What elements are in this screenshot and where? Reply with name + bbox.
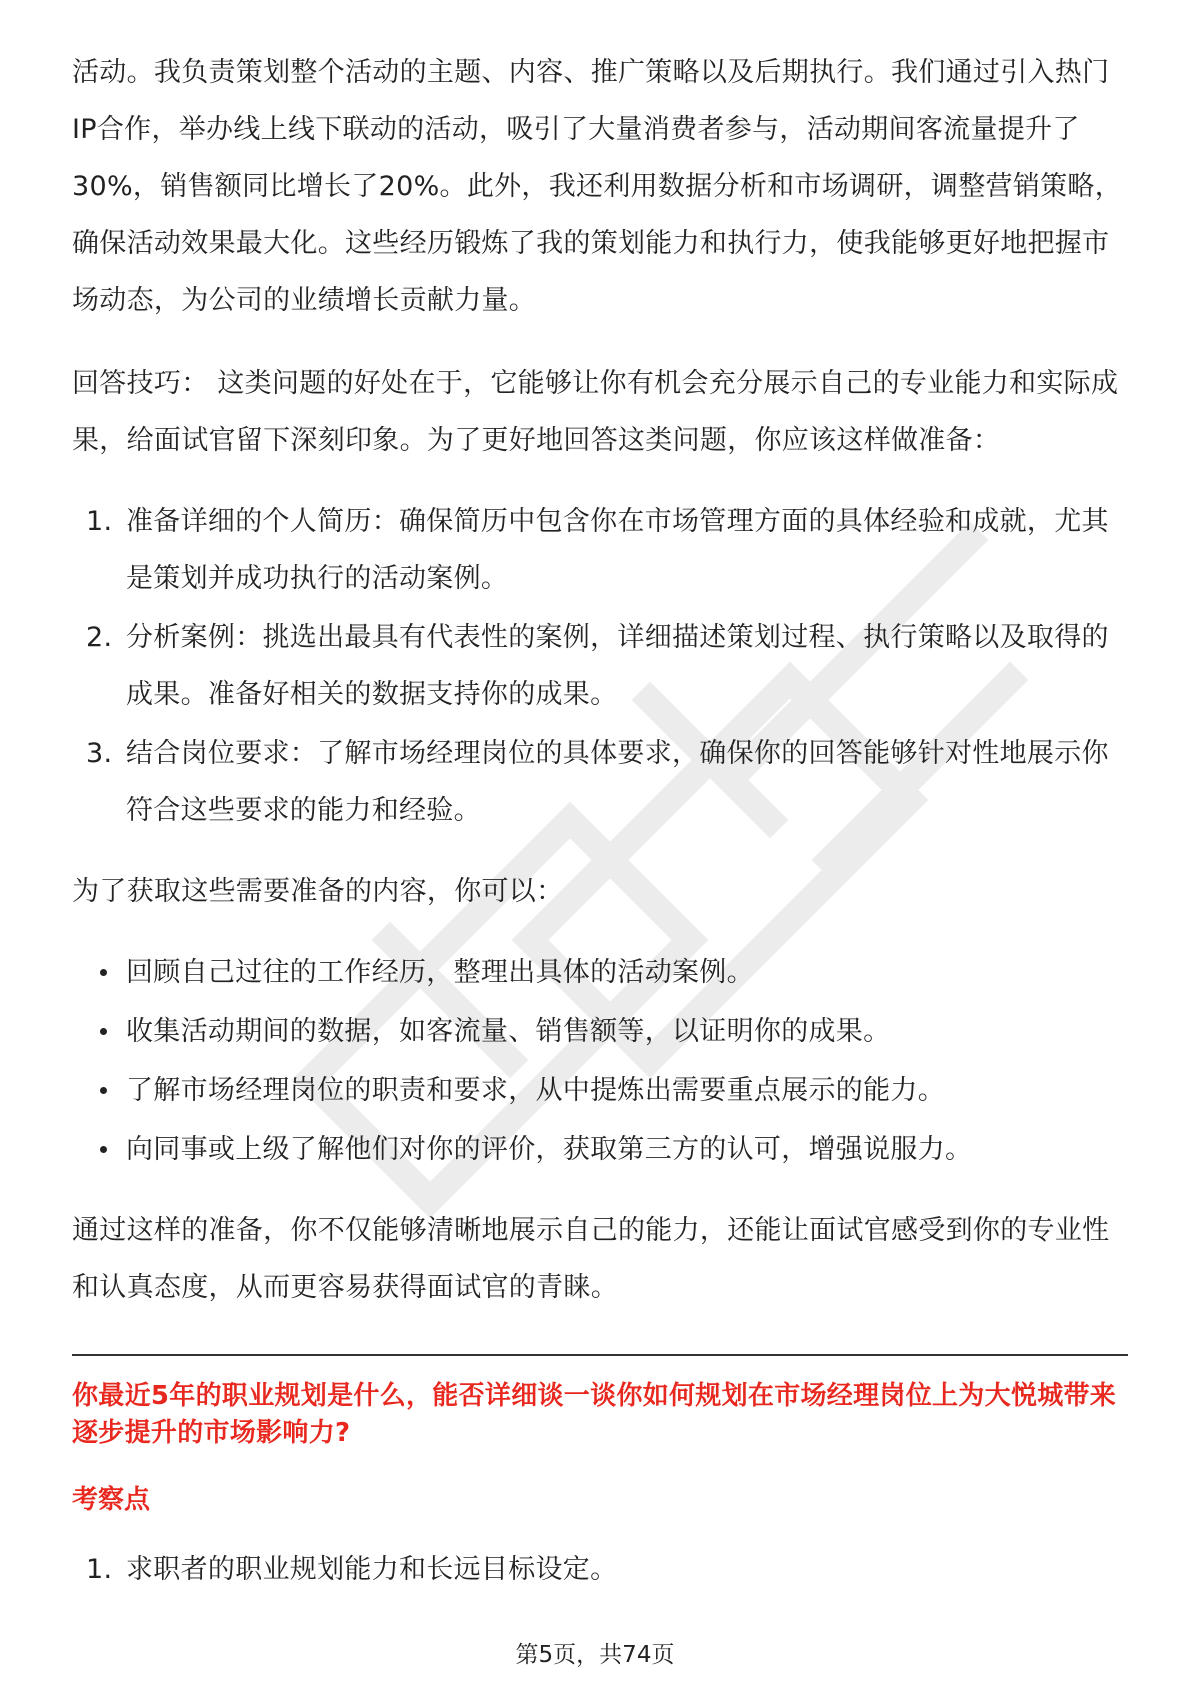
bullet-icon: [100, 1028, 107, 1035]
list-item-text: 求职者的职业规划能力和长远目标设定。: [126, 1554, 618, 1585]
list-item-text: 分析案例：挑选出最具有代表性的案例，详细描述策划过程、执行策略以及取得的成果。准备好相关的数据支持你的成果。: [126, 622, 1109, 710]
page-footer: 第5页，共74页: [515, 1642, 675, 1668]
list-item: [72, 1541, 1128, 1598]
list-number: 1.: [86, 506, 113, 537]
question-heading: 你最近5年的职业规划是什么，能否详细谈一谈你如何规划在市场经理岗位上为大悦城带来逐步提升的市场影响力?: [72, 1381, 1117, 1448]
list-item: [72, 944, 1128, 1001]
bullet-icon: [100, 969, 107, 976]
list-number: 3.: [86, 738, 113, 769]
tips-paragraph: 回答技巧： 这类问题的好处在于，它能够让你有机会充分展示自己的专业能力和实际成果，给面试官留下深刻印象。为了更好地回答这类问题，你应该这样做准备：: [72, 368, 1119, 456]
gather-list: [72, 944, 1128, 1178]
list-item: [72, 1062, 1128, 1119]
list-item: [72, 609, 1128, 723]
list-item: [72, 1003, 1128, 1060]
closing-paragraph: 通过这样的准备，你不仅能够清晰地展示自己的能力，还能让面试官感受到你的专业性和认真态度，从而更容易获得面试官的青睐。: [72, 1215, 1110, 1303]
list-item: [72, 725, 1128, 839]
list-item-text: 收集活动期间的数据，如客流量、销售额等，以证明你的成果。: [126, 1016, 891, 1047]
gather-intro: 为了获取这些需要准备的内容，你可以：: [72, 876, 564, 907]
list-item-text: 回顾自己过往的工作经历，整理出具体的活动案例。: [126, 957, 754, 988]
section-divider: [72, 1354, 1128, 1356]
list-item: [72, 493, 1128, 607]
list-item-text: 结合岗位要求：了解市场经理岗位的具体要求，确保你的回答能够针对性地展示你符合这些要求的能力和经验。: [126, 738, 1109, 826]
bullet-icon: [100, 1087, 107, 1094]
prep-steps-list: [72, 493, 1128, 839]
bullet-icon: [100, 1146, 107, 1153]
document-body: [72, 44, 1128, 1622]
intro-paragraph: 活动。我负责策划整个活动的主题、内容、推广策略以及后期执行。我们通过引入热门IP合作，举办线上线下联动的活动，吸引了大量消费者参与，活动期间客流量提升了30%，销售额同比增长了20%。此外，我还利用数据分析和市场调研，调整营销策略，确保活动效果最大化。这些经历锻炼了我的策划能力和执行力，使我能够更好地把握市场动态，为公司的业绩增长贡献力量。: [72, 57, 1123, 316]
list-item-text: 准备详细的个人简历：确保简历中包含你在市场管理方面的具体经验和成就，尤其是策划并成功执行的活动案例。: [126, 506, 1109, 594]
list-number: 1.: [86, 1554, 113, 1585]
section-title: 考察点: [72, 1485, 151, 1515]
list-item-text: 了解市场经理岗位的职责和要求，从中提炼出需要重点展示的能力。: [126, 1075, 945, 1106]
list-number: 2.: [86, 622, 113, 653]
assessment-list: [72, 1541, 1128, 1598]
list-item: [72, 1121, 1128, 1178]
list-item-text: 向同事或上级了解他们对你的评价，获取第三方的认可，增强说服力。: [126, 1134, 973, 1165]
